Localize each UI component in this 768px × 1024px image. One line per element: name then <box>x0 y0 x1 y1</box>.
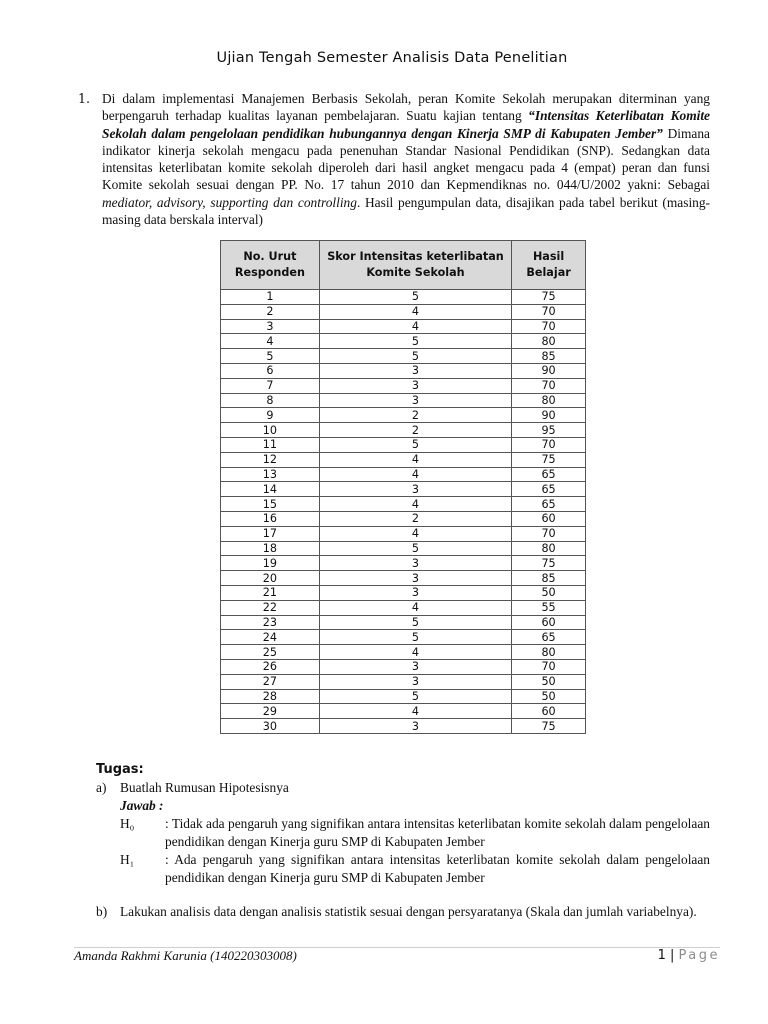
table-row <box>221 497 586 512</box>
answer-label: Jawab : <box>120 798 164 813</box>
intensity-score-cell: 3 <box>319 571 511 586</box>
page-number: 1 <box>657 948 666 963</box>
tugas-heading: Tugas: <box>96 762 144 777</box>
intensity-score-cell: 3 <box>319 393 511 408</box>
respondent-number-cell: 3 <box>221 319 320 334</box>
table-row <box>221 556 586 571</box>
intensity-score-cell: 4 <box>319 645 511 660</box>
respondent-number-cell: 11 <box>221 437 320 452</box>
hypothesis-h1 <box>120 851 710 887</box>
hypothesis-h0 <box>120 815 710 851</box>
intensity-score-cell: 3 <box>319 556 511 571</box>
task-list <box>96 779 710 921</box>
intensity-score-cell: 3 <box>319 659 511 674</box>
table-row <box>221 408 586 423</box>
table-row <box>221 467 586 482</box>
intensity-score-cell: 4 <box>319 600 511 615</box>
respondent-number-cell: 16 <box>221 511 320 526</box>
task-b <box>96 903 710 921</box>
learning-result-cell: 85 <box>512 571 586 586</box>
table-row <box>221 482 586 497</box>
intensity-score-cell: 5 <box>319 541 511 556</box>
learning-result-cell: 95 <box>512 423 586 438</box>
intensity-score-cell: 3 <box>319 719 511 734</box>
intensity-score-cell: 4 <box>319 704 511 719</box>
learning-result-cell: 65 <box>512 497 586 512</box>
task-b-label: b) <box>96 904 108 919</box>
intensity-score-cell: 5 <box>319 689 511 704</box>
respondent-number-cell: 1 <box>221 290 320 305</box>
table-row <box>221 363 586 378</box>
committee-roles: mediator, advisory, supporting dan controlling <box>102 194 357 210</box>
learning-result-cell: 55 <box>512 600 586 615</box>
learning-result-cell: 60 <box>512 704 586 719</box>
learning-result-cell: 70 <box>512 659 586 674</box>
learning-result-cell: 75 <box>512 452 586 467</box>
intensity-score-cell: 5 <box>319 630 511 645</box>
page-separator: | <box>669 948 675 963</box>
intensity-score-cell: 2 <box>319 408 511 423</box>
table-row <box>221 571 586 586</box>
table-row <box>221 437 586 452</box>
respondent-number-cell: 30 <box>221 719 320 734</box>
learning-result-cell: 85 <box>512 349 586 364</box>
respondent-number-cell: 24 <box>221 630 320 645</box>
intensity-score-cell: 4 <box>319 304 511 319</box>
table-row <box>221 423 586 438</box>
intensity-score-cell: 5 <box>319 334 511 349</box>
learning-result-cell: 80 <box>512 541 586 556</box>
table-row <box>221 526 586 541</box>
table-row <box>221 511 586 526</box>
task-a-label: a) <box>96 780 107 795</box>
intensity-score-cell: 3 <box>319 585 511 600</box>
learning-result-cell: 75 <box>512 719 586 734</box>
table-row <box>221 541 586 556</box>
respondent-number-cell: 21 <box>221 585 320 600</box>
footer-author: Amanda Rakhmi Karunia (140220303008) <box>74 948 297 963</box>
respondent-number-cell: 15 <box>221 497 320 512</box>
table-row <box>221 334 586 349</box>
intensity-score-cell: 5 <box>319 349 511 364</box>
respondent-number-cell: 25 <box>221 645 320 660</box>
table-row <box>221 585 586 600</box>
table-row <box>221 319 586 334</box>
h0-text: : Tidak ada pengaruh yang signifikan antara intensitas keterlibatan komite sekolah dalam pengelolaan pendidikan dengan Kinerja guru SMP di Kabupaten Jember <box>165 816 710 849</box>
learning-result-cell: 50 <box>512 689 586 704</box>
respondent-number-cell: 14 <box>221 482 320 497</box>
intensity-score-cell: 2 <box>319 423 511 438</box>
table-row <box>221 689 586 704</box>
question-paragraph <box>102 90 710 228</box>
respondent-number-cell: 8 <box>221 393 320 408</box>
respondent-number-cell: 6 <box>221 363 320 378</box>
learning-result-cell: 65 <box>512 630 586 645</box>
intensity-score-cell: 3 <box>319 378 511 393</box>
respondent-number-cell: 17 <box>221 526 320 541</box>
intensity-score-cell: 3 <box>319 363 511 378</box>
header-intensity-score: Skor Intensitas keterlibatan Komite Sekolah <box>319 241 511 290</box>
respondent-number-cell: 13 <box>221 467 320 482</box>
task-a-text: Buatlah Rumusan Hipotesisnya <box>120 780 289 795</box>
intensity-score-cell: 4 <box>319 452 511 467</box>
page-title: Ujian Tengah Semester Analisis Data Penelitian <box>216 50 568 66</box>
intensity-score-cell: 4 <box>319 497 511 512</box>
intensity-score-cell: 4 <box>319 526 511 541</box>
intensity-score-cell: 4 <box>319 319 511 334</box>
table-row <box>221 645 586 660</box>
intensity-score-cell: 5 <box>319 615 511 630</box>
table-row <box>221 393 586 408</box>
learning-result-cell: 65 <box>512 467 586 482</box>
learning-result-cell: 70 <box>512 437 586 452</box>
learning-result-cell: 70 <box>512 319 586 334</box>
question-end: . Hasil pengumpulan data, disajikan pada tabel berikut (masing-masing data berskala interval) <box>102 194 711 228</box>
table-row <box>221 600 586 615</box>
table-row <box>221 349 586 364</box>
respondent-number-cell: 10 <box>221 423 320 438</box>
respondent-number-cell: 5 <box>221 349 320 364</box>
respondent-number-cell: 28 <box>221 689 320 704</box>
intensity-score-cell: 3 <box>319 482 511 497</box>
table-row <box>221 630 586 645</box>
learning-result-cell: 70 <box>512 526 586 541</box>
respondent-number-cell: 9 <box>221 408 320 423</box>
respondent-number-cell: 23 <box>221 615 320 630</box>
respondent-number-cell: 27 <box>221 674 320 689</box>
table-row <box>221 659 586 674</box>
learning-result-cell: 50 <box>512 585 586 600</box>
h1-text: : Ada pengaruh yang signifikan antara intensitas keterlibatan komite sekolah dalam pengelolaan pendidikan dengan Kinerja guru SMP di Kabupaten Jember <box>165 852 710 885</box>
task-b-text: Lakukan analisis data dengan analisis statistik sesuai dengan persyaratanya (Skala dan jumlah variabelnya). <box>120 904 697 919</box>
intensity-score-cell: 2 <box>319 511 511 526</box>
question-mid: Dimana indikator kinerja sekolah mengacu pada penenuhan Standar Nasional Pendidikan (SNP). Sedangkan data intensitas keterlibatan komite sekolah diperoleh dari hasil angket mengacu pada 4 (empat) peran dan funsi Komite sekolah sesuai dengan PP. No. 17 tahun 2010 dan Kepmendiknas no. 044/U/2002 yakni: Sebagai <box>102 125 710 193</box>
table-row <box>221 719 586 734</box>
learning-result-cell: 60 <box>512 511 586 526</box>
learning-result-cell: 90 <box>512 363 586 378</box>
intensity-score-cell: 3 <box>319 674 511 689</box>
table-header-row <box>221 241 586 290</box>
intensity-score-cell: 5 <box>319 290 511 305</box>
respondent-number-cell: 7 <box>221 378 320 393</box>
learning-result-cell: 75 <box>512 290 586 305</box>
table-row <box>221 290 586 305</box>
learning-result-cell: 75 <box>512 556 586 571</box>
table-body <box>221 290 586 734</box>
header-learning-result: Hasil Belajar <box>512 241 586 290</box>
respondent-number-cell: 20 <box>221 571 320 586</box>
table-row <box>221 452 586 467</box>
respondent-number-cell: 2 <box>221 304 320 319</box>
header-respondent: No. Urut Responden <box>221 241 320 290</box>
intensity-score-cell: 4 <box>319 467 511 482</box>
data-table <box>220 240 586 734</box>
table-row <box>221 304 586 319</box>
learning-result-cell: 90 <box>512 408 586 423</box>
respondent-number-cell: 26 <box>221 659 320 674</box>
respondent-number-cell: 12 <box>221 452 320 467</box>
learning-result-cell: 70 <box>512 378 586 393</box>
respondent-number-cell: 4 <box>221 334 320 349</box>
table-row <box>221 674 586 689</box>
learning-result-cell: 80 <box>512 645 586 660</box>
page-label: Page <box>678 948 720 963</box>
intensity-score-cell: 5 <box>319 437 511 452</box>
learning-result-cell: 50 <box>512 674 586 689</box>
table-row <box>221 378 586 393</box>
respondent-number-cell: 18 <box>221 541 320 556</box>
learning-result-cell: 80 <box>512 393 586 408</box>
study-title: “Intensitas Keterlibatan Komite Sekolah dalam pengelolaan pendidikan hubungannya dengan Kinerja SMP di Kabupaten Jember” <box>102 108 711 141</box>
question-number: 1. <box>78 91 91 106</box>
h1-label: H₁ <box>120 852 135 867</box>
footer-page-number <box>658 948 720 963</box>
task-a <box>96 779 710 797</box>
respondent-number-cell: 22 <box>221 600 320 615</box>
table-row <box>221 704 586 719</box>
learning-result-cell: 80 <box>512 334 586 349</box>
respondent-number-cell: 29 <box>221 704 320 719</box>
question-intro: Di dalam implementasi Manajemen Berbasis Sekolah, peran Komite Sekolah merupakan diterminan yang berpengaruh terhadap kualitas layanan pembelajaran. Suatu kajian tentang <box>102 91 710 124</box>
learning-result-cell: 65 <box>512 482 586 497</box>
h0-label: H₀ <box>120 816 135 831</box>
respondent-number-cell: 19 <box>221 556 320 571</box>
learning-result-cell: 70 <box>512 304 586 319</box>
learning-result-cell: 60 <box>512 615 586 630</box>
table-row <box>221 615 586 630</box>
